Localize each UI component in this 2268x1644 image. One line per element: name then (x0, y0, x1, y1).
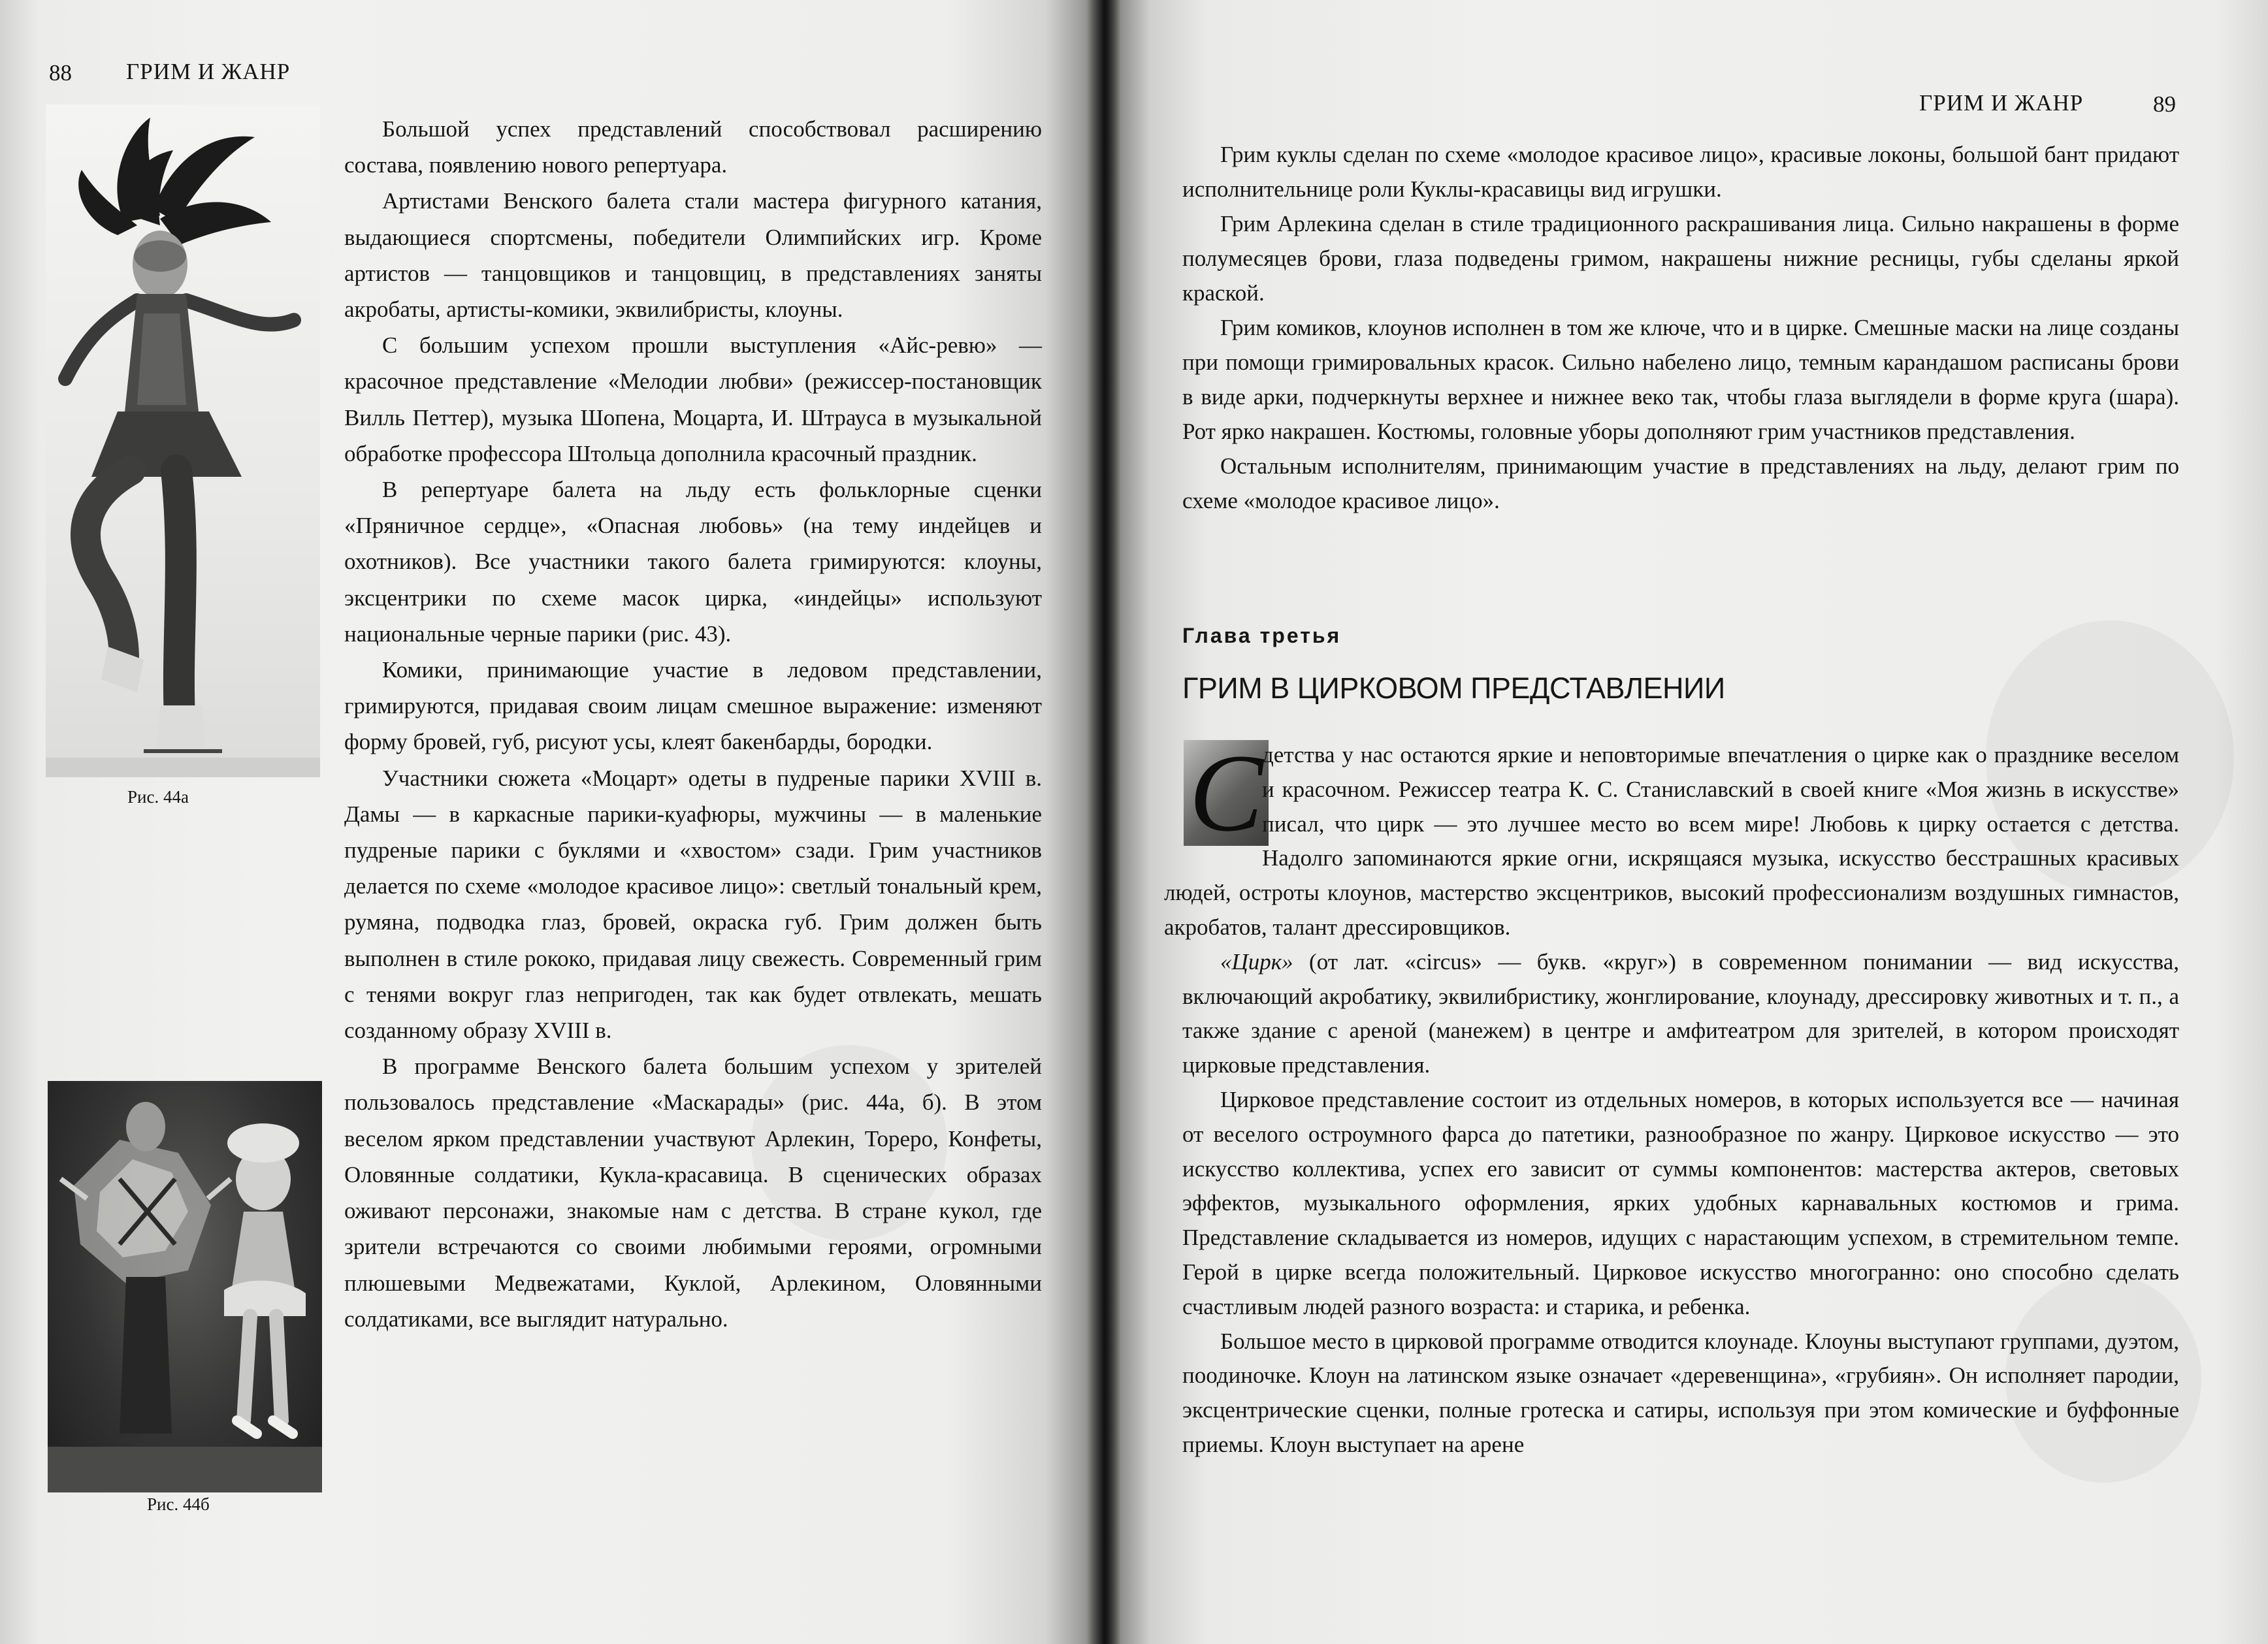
definition-paragraph (1182, 945, 2179, 1083)
paragraph: Грим Арлекина сделан в стиле традиционного раскрашивания лица. Сильно накрашены в форме полумесяцев брови, глаза подведены гримом, накрашены нижние ресницы, губы сделаны яркой краской. (1182, 211, 2179, 306)
paragraph: Большое место в цирковой программе отводится клоунаде. Клоуны выступают группами, дуэтом, поодиночке. Клоун на латинском языке означает «деревенщина», «грубиян». Он исполняет пародии, эксцентрические сценки, полные гротеска и сатиры, используя при этом комические и буффонные приемы. Клоун выступает на арене (1182, 1328, 2179, 1457)
page-number-right: 89 (2153, 91, 2176, 117)
skater-illustration (46, 105, 320, 777)
definition-term: «Цирк» (1220, 948, 1293, 975)
masquerade-illustration (48, 1081, 322, 1492)
right-page-body-bottom (1164, 738, 2179, 1462)
figure-skater-photo (46, 105, 320, 777)
paragraph: Цирковое представление состоит из отдельных номеров, в которых используется все — начиная от веселого остроумного фарса до патетики, разнообразное по жанру. Цирковое искусство — это искусство коллектива, успех его зависит от суммы компонентов: мастерства актеров, световых эффектов, музыкального оформления, ярких удобных карнавальных костюмов и грима. Представление складывается из номеров, идущих с нарастающим успехом, в стремительном темпе. Герой в цирке всегда положительный. Цирковое искусство многогранно: оно способно сделать счастливым людей разного возраста: и старика, и ребенка. (1182, 1086, 2179, 1319)
right-page-body-top (1182, 137, 2179, 518)
paragraph: В репертуаре балета на льду есть фольклорные сценки «Пряничное сердце», «Опасная любовь» (на тему индейцев и охотников). Все участники такого балета гримируются: клоуны, эксцентрики по схеме масок цирка, «индейцы» используют национальные черные парики (рис. 43). (344, 477, 1042, 647)
paragraph: Остальным исполнителям, принимающим участие в представлениях на льду, делают грим по схеме «молодое красивое лицо». (1182, 453, 2179, 513)
paragraph: Большой успех представлений способствовал расширению состава, появлению нового репертуара. (344, 116, 1042, 178)
chapter-label: Глава третья (1182, 624, 1342, 647)
page-number-left: 88 (49, 60, 72, 86)
figure-caption-44a: Рис. 44а (127, 787, 189, 807)
book-spine (1087, 0, 1121, 1644)
first-paragraph-text: детства у нас остаются яркие и неповторимые впечатления о цирке как о празднике веселом и красочном. Режиссер театра К. С. Станиславский в своей книге «Моя жизнь в искусстве» писал, что цирк — это лучшее место во всем мире! Любовь к цирку остается с детства. Надолго запоминаются яркие огни, искрящаяся музыка, искусство бесстрашных красивых людей, остроты клоунов, мастерство эксцентриков, высокий профессионализм воздушных гимнастов, акробатов, талант дрессировщиков. (1164, 742, 2179, 940)
paragraph: В программе Венского балета большим успехом у зрителей пользовалось представление «Маскарады» (рис. 44а, б). В этом веселом ярком представлении участвуют Арлекин, Тореро, Конфеты, Оловянные солдатики, Кукла-красавица. В сценических образах оживают персонажи, знакомые нам с детства. В стране кукол, где зрители встречаются со своими любимыми героями, огромными плюшевыми Медвежатами, Куклой, Арлекином, Оловянными солдатиками, все выглядит натурально. (344, 1054, 1042, 1332)
paragraph: Артистами Венского балета стали мастера фигурного катания, выдающиеся спортсмены, победители Олимпийских игр. Кроме артистов — танцовщиков и танцовщиц, в представлениях заняты акробаты, артисты-комики, эквилибристы, клоуны. (344, 188, 1042, 323)
paragraph: Участники сюжета «Моцарт» одеты в пудреные парики XVIII в. Дамы — в каркасные парики-куафюры, мужчины — в маленькие пудреные парики с буклями и «хвостом» сзади. Грим участников делается по схеме «молодое красивое лицо»: светлый тональный крем, румяна, подводка глаз, бровей, окраска губ. Грим должен быть выполнен в стиле рококо, придавая лицу свежесть. Современный грим с тенями вокруг глаз непригоден, так как будет отвлекать, мешать созданному образу XVIII в. (344, 765, 1042, 1044)
chapter-title: ГРИМ В ЦИРКОВОМ ПРЕДСТАВЛЕНИИ (1182, 671, 1725, 705)
paragraph: С большим успехом прошли выступления «Айс-ревю» — красочное представление «Мелодии любви» (режиссер-постановщик Вилль Петтер), музыка Шопена, Моцарта, И. Штрауса в музыкальной обработке профессора Штольца дополнила красочный праздник. (344, 332, 1042, 466)
running-header-left: ГРИМ И ЖАНР (126, 59, 291, 84)
paragraph-first (1164, 738, 2179, 945)
drop-cap-space (1164, 738, 1262, 843)
paragraph: Грим комиков, клоунов исполнен в том же ключе, что и в цирке. Смешные маски на лице созданы при помощи гримировальных красок. Сильно набелено лицо, темным карандашом расписаны брови в виде арки, подчеркнуты верхнее и нижнее веко так, чтобы глаза выглядели в форме круга (шара). Рот ярко накрашен. Костюмы, головные уборы дополняют грим участников представления. (1182, 315, 2179, 444)
masquerade-photo (48, 1081, 322, 1492)
drop-cap-letter: С (1184, 740, 1269, 846)
running-header-right: ГРИМ И ЖАНР (1919, 90, 2084, 116)
definition-text: (от лат. «circus» — букв. «круг») в современном понимании — вид искусства, включающий акробатику, эквилибристику, жонглирование, клоунаду, дрессировку животных и т. п., а также здание с ареной (манежем) в центре и амфитеатром для зрителей, в котором происходят цирковые представления. (1182, 948, 2179, 1078)
paragraph: Грим куклы сделан по схеме «молодое красивое лицо», красивые локоны, большой бант придают исполнительнице роли Куклы-красавицы вид игрушки. (1182, 142, 2179, 202)
left-page-body (344, 111, 1042, 1337)
figure-caption-44b: Рис. 44б (147, 1494, 210, 1514)
left-page (0, 0, 1104, 1644)
paragraph: Комики, принимающие участие в ледовом представлении, гримируются, придавая своим лицам смешное выражение: изменяют форму бровей, губ, рисуют усы, клеят бакенбарды, бородки. (344, 657, 1042, 755)
